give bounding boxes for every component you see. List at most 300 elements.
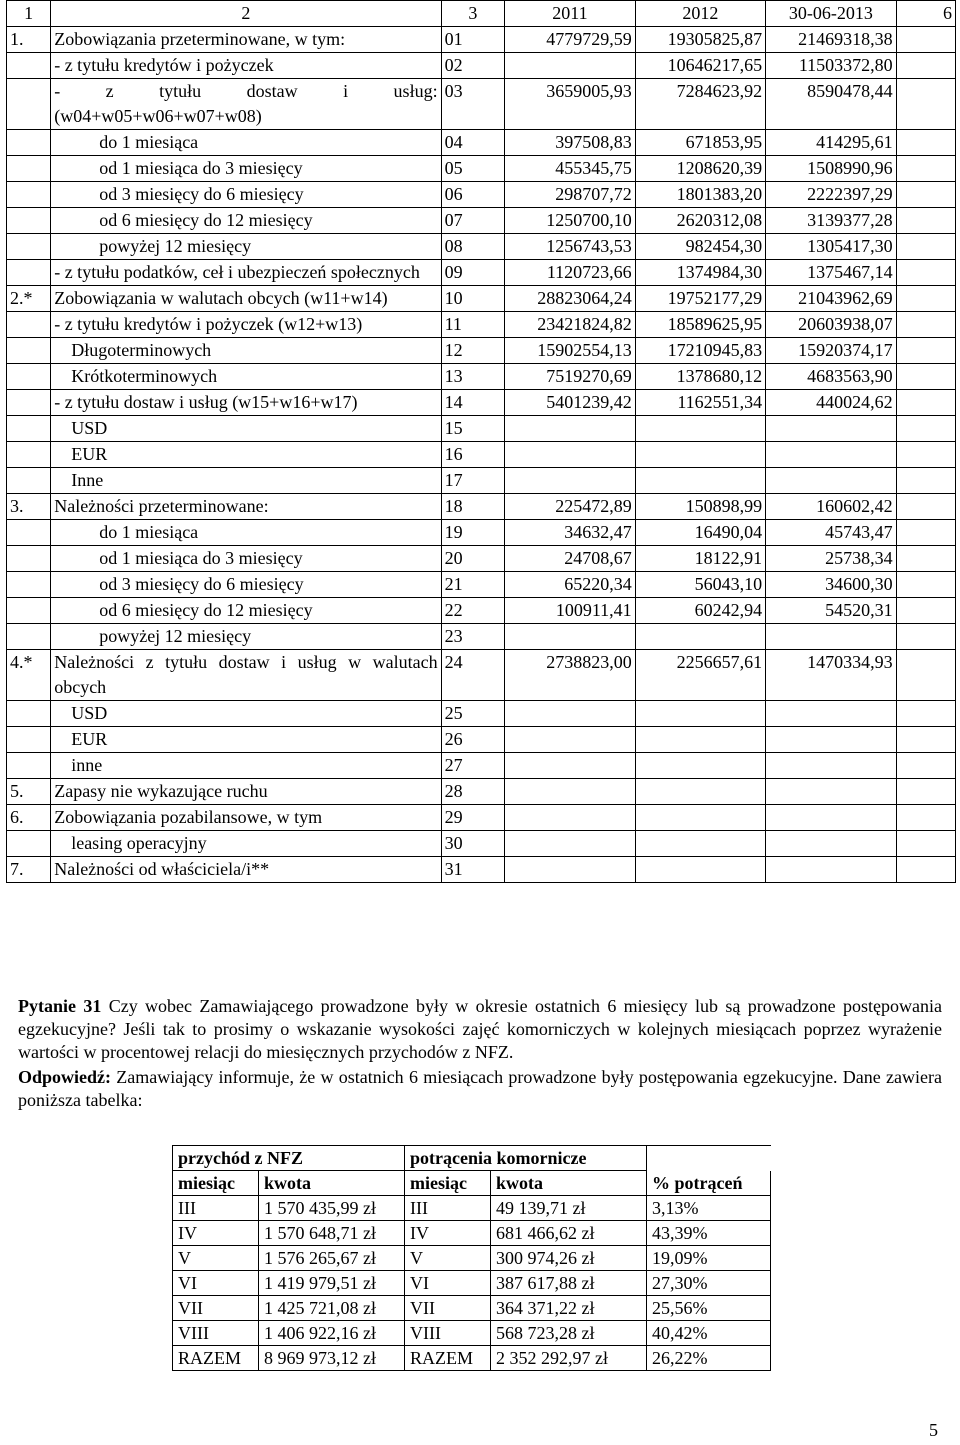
row-code: 12 [441, 338, 505, 364]
value-2011: 65220,34 [505, 572, 635, 598]
header-cell: 6 [896, 1, 955, 27]
question-block [18, 995, 942, 1112]
value-2012: 2256657,61 [635, 650, 765, 701]
value-2013 [766, 831, 896, 857]
value-2013: 45743,47 [766, 520, 896, 546]
value-2011 [505, 624, 635, 650]
value-2012: 671853,95 [635, 130, 765, 156]
value-2013 [766, 753, 896, 779]
value-2013: 11503372,80 [766, 53, 896, 79]
row-code: 09 [441, 260, 505, 286]
table-row [7, 208, 956, 234]
row-code: 19 [441, 520, 505, 546]
row-description: Należności z tytułu dostaw i usług w walutach obcych [51, 650, 441, 701]
col-6-cell [896, 79, 955, 130]
row-code: 11 [441, 312, 505, 338]
value-2013: 54520,31 [766, 598, 896, 624]
col-6-cell [896, 857, 955, 883]
value-2012: 17210945,83 [635, 338, 765, 364]
row-code: 15 [441, 416, 505, 442]
col-6-cell [896, 182, 955, 208]
table-row [7, 727, 956, 753]
nfz-month: III [173, 1196, 259, 1221]
value-2012 [635, 805, 765, 831]
row-code: 04 [441, 130, 505, 156]
value-2011 [505, 442, 635, 468]
col-6-cell [896, 312, 955, 338]
value-2012 [635, 831, 765, 857]
col-6-cell [896, 520, 955, 546]
row-description: Długoterminowych [51, 338, 441, 364]
nfz-amount: 1 570 435,99 zł [259, 1196, 405, 1221]
row-number: 4.* [7, 650, 51, 701]
col-6-cell [896, 494, 955, 520]
row-number [7, 546, 51, 572]
value-2011 [505, 53, 635, 79]
column-header-row [173, 1171, 771, 1196]
value-2012: 16490,04 [635, 520, 765, 546]
row-description: - z tytułu kredytów i pożyczek (w12+w13) [51, 312, 441, 338]
col-6-cell [896, 727, 955, 753]
row-number [7, 468, 51, 494]
value-2013: 15920374,17 [766, 338, 896, 364]
value-2012 [635, 857, 765, 883]
row-number: 7. [7, 857, 51, 883]
row-description: EUR [51, 727, 441, 753]
row-number: 1. [7, 27, 51, 53]
col-6-cell [896, 831, 955, 857]
row-code: 01 [441, 27, 505, 53]
value-2012: 10646217,65 [635, 53, 765, 79]
table-row [7, 338, 956, 364]
row-description: powyżej 12 miesięcy [51, 234, 441, 260]
col-6-cell [896, 468, 955, 494]
table-row [7, 572, 956, 598]
value-2013 [766, 727, 896, 753]
table-row [7, 390, 956, 416]
row-number [7, 390, 51, 416]
row-code: 03 [441, 79, 505, 130]
nfz-month: RAZEM [173, 1346, 259, 1371]
row-description: od 6 miesięcy do 12 miesięcy [51, 598, 441, 624]
value-2011: 100911,41 [505, 598, 635, 624]
row-code: 21 [441, 572, 505, 598]
value-2011 [505, 416, 635, 442]
col-pct-header: % potrąceń [647, 1171, 771, 1196]
value-2013: 21043962,69 [766, 286, 896, 312]
row-code: 10 [441, 286, 505, 312]
nfz-month: V [173, 1246, 259, 1271]
table-row [173, 1221, 771, 1246]
table-row [7, 312, 956, 338]
value-2013: 8590478,44 [766, 79, 896, 130]
group-header-row [173, 1146, 771, 1171]
row-description: EUR [51, 442, 441, 468]
table-row [173, 1321, 771, 1346]
header-cell: 1 [7, 1, 51, 27]
value-2011: 1250700,10 [505, 208, 635, 234]
table-row [7, 416, 956, 442]
row-number [7, 130, 51, 156]
deduction-percent: 40,42% [647, 1321, 771, 1346]
bail-amount: 300 974,26 zł [491, 1246, 647, 1271]
value-2012: 1208620,39 [635, 156, 765, 182]
value-2012: 60242,94 [635, 598, 765, 624]
bailiff-deductions-header: potrącenia komornicze [405, 1146, 647, 1171]
row-description: Zapasy nie wykazujące ruchu [51, 779, 441, 805]
value-2012 [635, 442, 765, 468]
value-2013: 34600,30 [766, 572, 896, 598]
value-2011: 397508,83 [505, 130, 635, 156]
value-2012 [635, 701, 765, 727]
row-code: 06 [441, 182, 505, 208]
value-2011 [505, 779, 635, 805]
row-code: 30 [441, 831, 505, 857]
table-row [7, 260, 956, 286]
value-2013: 1375467,14 [766, 260, 896, 286]
nfz-amount: 1 570 648,71 zł [259, 1221, 405, 1246]
nfz-income-header: przychód z NFZ [173, 1146, 405, 1171]
table-row [7, 753, 956, 779]
question-paragraph [18, 995, 942, 1064]
col-6-cell [896, 650, 955, 701]
row-number [7, 701, 51, 727]
col-6-cell [896, 390, 955, 416]
row-number [7, 338, 51, 364]
value-2013: 160602,42 [766, 494, 896, 520]
value-2011: 24708,67 [505, 546, 635, 572]
value-2013: 2222397,29 [766, 182, 896, 208]
col-6-cell [896, 416, 955, 442]
col-6-cell [896, 208, 955, 234]
nfz-month: IV [173, 1221, 259, 1246]
table-row [173, 1196, 771, 1221]
col-month-header: miesiąc [173, 1171, 259, 1196]
row-code: 17 [441, 468, 505, 494]
row-number [7, 416, 51, 442]
col-6-cell [896, 546, 955, 572]
row-description: - z tytułu podatków, ceł i ubezpieczeń społecznych [51, 260, 441, 286]
value-2011: 2738823,00 [505, 650, 635, 701]
row-code: 05 [441, 156, 505, 182]
col-6-cell [896, 442, 955, 468]
table-row [173, 1346, 771, 1371]
header-cell: 30-06-2013 [766, 1, 896, 27]
table-row [7, 779, 956, 805]
value-2011 [505, 805, 635, 831]
row-description: - z tytułu dostaw i usług (w15+w16+w17) [51, 390, 441, 416]
table-row [7, 364, 956, 390]
value-2012: 1378680,12 [635, 364, 765, 390]
col-6-cell [896, 234, 955, 260]
value-2013 [766, 624, 896, 650]
answer-paragraph [18, 1066, 942, 1112]
row-number [7, 572, 51, 598]
col-6-cell [896, 779, 955, 805]
row-code: 29 [441, 805, 505, 831]
table-row [7, 130, 956, 156]
col-6-cell [896, 260, 955, 286]
table-row [7, 286, 956, 312]
row-number [7, 182, 51, 208]
row-number [7, 598, 51, 624]
value-2011: 23421824,82 [505, 312, 635, 338]
value-2013: 440024,62 [766, 390, 896, 416]
row-description: Zobowiązania przeterminowane, w tym: [51, 27, 441, 53]
bail-month: III [405, 1196, 491, 1221]
table-row [7, 442, 956, 468]
bail-amount: 681 466,62 zł [491, 1221, 647, 1246]
row-description: Zobowiązania w walutach obcych (w11+w14) [51, 286, 441, 312]
row-description: Krótkoterminowych [51, 364, 441, 390]
row-code: 24 [441, 650, 505, 701]
deduction-percent: 27,30% [647, 1271, 771, 1296]
nfz-amount: 8 969 973,12 zł [259, 1346, 405, 1371]
table-row [7, 805, 956, 831]
nfz-month: VIII [173, 1321, 259, 1346]
value-2012 [635, 416, 765, 442]
row-number [7, 312, 51, 338]
row-description: - z tytułu kredytów i pożyczek [51, 53, 441, 79]
col-6-cell [896, 338, 955, 364]
bail-amount: 568 723,28 zł [491, 1321, 647, 1346]
value-2012 [635, 468, 765, 494]
table-row [7, 182, 956, 208]
value-2011 [505, 753, 635, 779]
row-code: 16 [441, 442, 505, 468]
value-2011: 4779729,59 [505, 27, 635, 53]
row-code: 28 [441, 779, 505, 805]
deduction-percent: 26,22% [647, 1346, 771, 1371]
value-2013 [766, 468, 896, 494]
row-description: inne [51, 753, 441, 779]
header-cell: 2011 [505, 1, 635, 27]
row-description: leasing operacyjny [51, 831, 441, 857]
bail-month: IV [405, 1221, 491, 1246]
bail-amount: 387 617,88 zł [491, 1271, 647, 1296]
value-2012: 19305825,87 [635, 27, 765, 53]
col-6-cell [896, 805, 955, 831]
bail-month: VII [405, 1296, 491, 1321]
nfz-month: VI [173, 1271, 259, 1296]
row-code: 27 [441, 753, 505, 779]
row-number: 3. [7, 494, 51, 520]
row-number [7, 831, 51, 857]
row-code: 02 [441, 53, 505, 79]
table-row [7, 701, 956, 727]
value-2013: 21469318,38 [766, 27, 896, 53]
row-code: 07 [441, 208, 505, 234]
table-row [7, 520, 956, 546]
value-2011: 28823064,24 [505, 286, 635, 312]
value-2012: 1801383,20 [635, 182, 765, 208]
deduction-percent: 19,09% [647, 1246, 771, 1271]
table-row [7, 857, 956, 883]
col-6-cell [896, 156, 955, 182]
row-code: 14 [441, 390, 505, 416]
answer-label: Odpowiedź: [18, 1067, 112, 1087]
bailiff-deductions-table [172, 1145, 771, 1371]
question-label: Pytanie 31 [18, 996, 102, 1016]
row-number [7, 79, 51, 130]
value-2012 [635, 624, 765, 650]
nfz-amount: 1 576 265,67 zł [259, 1246, 405, 1271]
row-number [7, 53, 51, 79]
nfz-amount: 1 406 922,16 zł [259, 1321, 405, 1346]
value-2011: 3659005,93 [505, 79, 635, 130]
row-description: - z tytułu dostaw i usług: (w04+w05+w06+w07+w08) [51, 79, 441, 130]
col-6-cell [896, 701, 955, 727]
value-2012: 2620312,08 [635, 208, 765, 234]
value-2012: 18122,91 [635, 546, 765, 572]
row-description: USD [51, 701, 441, 727]
table-row [7, 831, 956, 857]
financial-table [6, 0, 956, 883]
value-2013: 1508990,96 [766, 156, 896, 182]
nfz-amount: 1 425 721,08 zł [259, 1296, 405, 1321]
header-cell: 3 [441, 1, 505, 27]
value-2013 [766, 701, 896, 727]
value-2013: 4683563,90 [766, 364, 896, 390]
table-row [7, 494, 956, 520]
row-number [7, 156, 51, 182]
row-description: od 1 miesiąca do 3 miesięcy [51, 546, 441, 572]
row-description: od 3 miesięcy do 6 miesięcy [51, 572, 441, 598]
row-description: Inne [51, 468, 441, 494]
value-2011: 5401239,42 [505, 390, 635, 416]
value-2011: 1120723,66 [505, 260, 635, 286]
value-2013 [766, 416, 896, 442]
row-description: Należności od właściciela/i** [51, 857, 441, 883]
question-text: Czy wobec Zamawiającego prowadzone były w okresie ostatnich 6 miesięcy lub są prowadzone postępowania egzekucyjne? Jeśli tak to prosimy o wskazanie wysokości zajęć komorniczych w kolejnych miesiącach poprzez wyrażenie wartości w procentowej relacji do miesięcznych przychodów z NFZ. [18, 996, 942, 1062]
bail-month: VI [405, 1271, 491, 1296]
row-description: Należności przeterminowane: [51, 494, 441, 520]
value-2012 [635, 753, 765, 779]
value-2012 [635, 779, 765, 805]
table-row [7, 598, 956, 624]
row-number [7, 260, 51, 286]
value-2012: 150898,99 [635, 494, 765, 520]
value-2011 [505, 831, 635, 857]
value-2011: 225472,89 [505, 494, 635, 520]
table-row [7, 546, 956, 572]
value-2011: 34632,47 [505, 520, 635, 546]
row-description: do 1 miesiąca [51, 130, 441, 156]
value-2011: 15902554,13 [505, 338, 635, 364]
value-2011: 1256743,53 [505, 234, 635, 260]
value-2013: 414295,61 [766, 130, 896, 156]
value-2013 [766, 779, 896, 805]
row-code: 18 [441, 494, 505, 520]
row-code: 08 [441, 234, 505, 260]
col-6-cell [896, 624, 955, 650]
value-2013 [766, 857, 896, 883]
value-2012: 7284623,92 [635, 79, 765, 130]
row-code: 26 [441, 727, 505, 753]
col-month2-header: miesiąc [405, 1171, 491, 1196]
col-amount-header: kwota [259, 1171, 405, 1196]
table-row [7, 79, 956, 130]
row-number [7, 520, 51, 546]
header-cell: 2 [51, 1, 441, 27]
col-6-cell [896, 53, 955, 79]
value-2011 [505, 701, 635, 727]
col-6-cell [896, 364, 955, 390]
nfz-amount: 1 419 979,51 zł [259, 1271, 405, 1296]
value-2011: 298707,72 [505, 182, 635, 208]
value-2013: 1305417,30 [766, 234, 896, 260]
table-row [7, 468, 956, 494]
deduction-percent: 3,13% [647, 1196, 771, 1221]
table-row [7, 650, 956, 701]
row-code: 25 [441, 701, 505, 727]
value-2013: 1470334,93 [766, 650, 896, 701]
col-6-cell [896, 286, 955, 312]
col-6-cell [896, 572, 955, 598]
col-amount2-header: kwota [491, 1171, 647, 1196]
row-code: 22 [441, 598, 505, 624]
row-description: do 1 miesiąca [51, 520, 441, 546]
nfz-month: VII [173, 1296, 259, 1321]
value-2011 [505, 468, 635, 494]
col-6-cell [896, 27, 955, 53]
answer-text: Zamawiający informuje, że w ostatnich 6 miesiącach prowadzone były postępowania egzekucyjne. Dane zawiera poniższa tabelka: [18, 1067, 942, 1110]
table-row [7, 156, 956, 182]
value-2011: 7519270,69 [505, 364, 635, 390]
col-6-cell [896, 130, 955, 156]
empty-cell [647, 1146, 771, 1171]
bail-month: V [405, 1246, 491, 1271]
value-2012: 19752177,29 [635, 286, 765, 312]
value-2012: 18589625,95 [635, 312, 765, 338]
deduction-percent: 25,56% [647, 1296, 771, 1321]
deduction-percent: 43,39% [647, 1221, 771, 1246]
row-description: Zobowiązania pozabilansowe, w tym [51, 805, 441, 831]
table-row [7, 53, 956, 79]
value-2013 [766, 442, 896, 468]
value-2012: 1162551,34 [635, 390, 765, 416]
bail-month: RAZEM [405, 1346, 491, 1371]
row-number [7, 753, 51, 779]
row-number [7, 624, 51, 650]
row-number [7, 208, 51, 234]
table-row [173, 1246, 771, 1271]
bail-amount: 49 139,71 zł [491, 1196, 647, 1221]
col-6-cell [896, 753, 955, 779]
row-number [7, 442, 51, 468]
value-2012: 1374984,30 [635, 260, 765, 286]
row-description: powyżej 12 miesięcy [51, 624, 441, 650]
bail-month: VIII [405, 1321, 491, 1346]
row-number: 2.* [7, 286, 51, 312]
row-number: 5. [7, 779, 51, 805]
row-code: 13 [441, 364, 505, 390]
table-row [7, 624, 956, 650]
table-row [173, 1296, 771, 1321]
row-code: 23 [441, 624, 505, 650]
header-row [7, 1, 956, 27]
row-code: 31 [441, 857, 505, 883]
row-number: 6. [7, 805, 51, 831]
row-description: USD [51, 416, 441, 442]
value-2011 [505, 857, 635, 883]
table-row [7, 234, 956, 260]
table-row [173, 1271, 771, 1296]
value-2011: 455345,75 [505, 156, 635, 182]
value-2013: 3139377,28 [766, 208, 896, 234]
value-2013: 25738,34 [766, 546, 896, 572]
row-description: od 6 miesięcy do 12 miesięcy [51, 208, 441, 234]
